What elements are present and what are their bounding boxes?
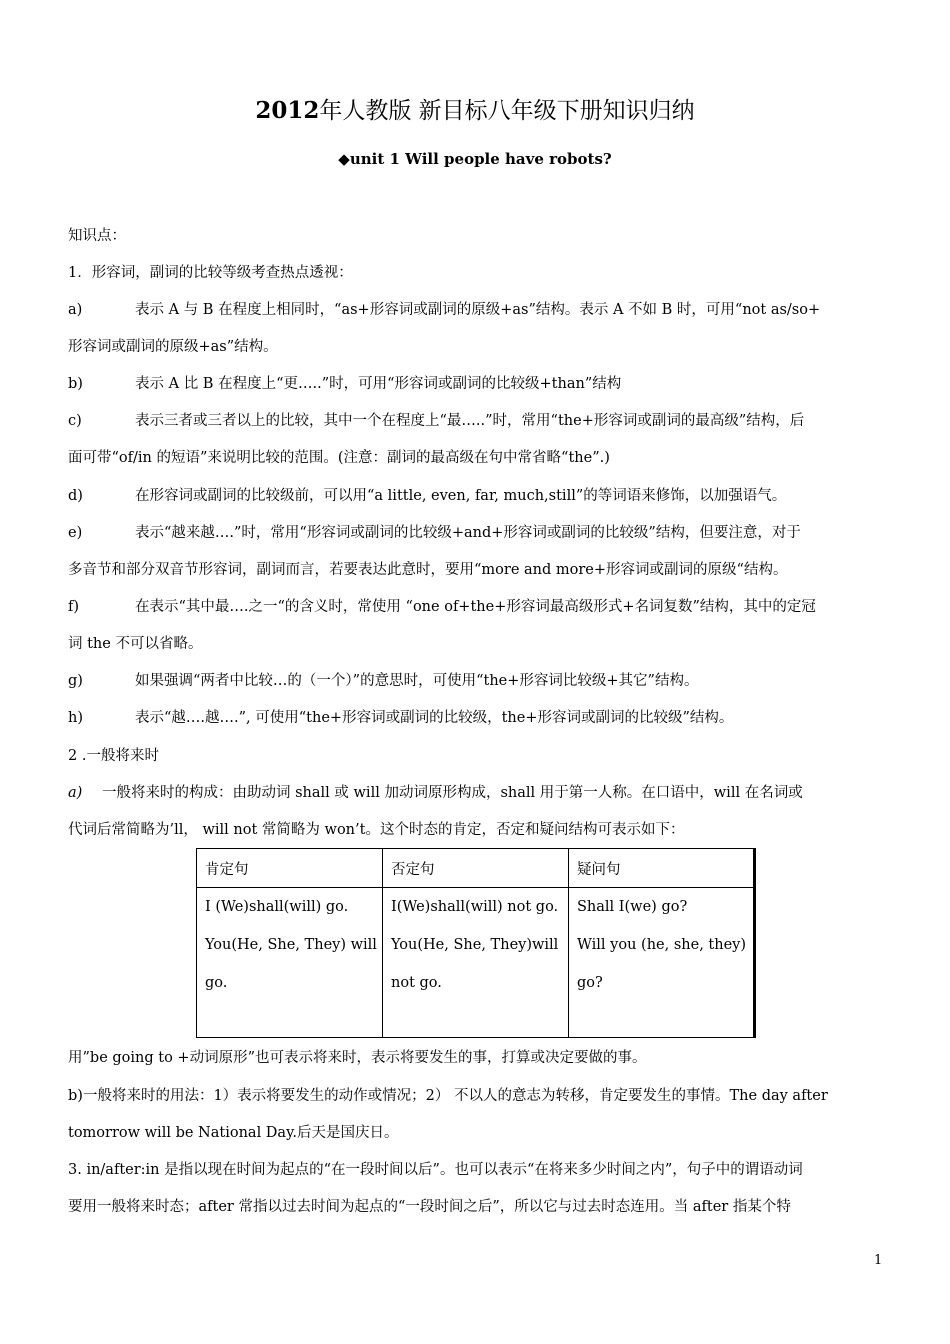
point-a2-label: a) [68, 785, 83, 801]
point-e-line-1 [68, 523, 884, 543]
point-b [68, 374, 884, 394]
unit-subtitle: ◆unit 1 Will people have robots? [338, 150, 612, 168]
point-c-line-2: 面可带“of/in 的短语”来说明比较的范围。(注意：副词的最高级在句中常省略“the”.) [68, 450, 610, 466]
point-a-text: 表示 A 与 B 在程度上相同时，“as+形容词或副词的原级+as”结构。表示 A 不如 B 时，可用“not as/so+ [135, 302, 821, 318]
point-f-line-1 [68, 597, 884, 617]
table-row [197, 888, 755, 1038]
header-affirmative: 肯定句 [197, 849, 383, 888]
point-d [68, 486, 884, 506]
point-g-label: g) [68, 673, 83, 689]
cell-line: Shall I(we) go? [577, 899, 688, 915]
item-1-heading: 1．形容词，副词的比较等级考查热点透视： [68, 265, 353, 281]
point-b-label: b) [68, 376, 83, 392]
point-h-text: 表示“越….越….”, 可使用“the+形容词或副词的比较级，the+形容词或副词的比较级”结构。 [135, 710, 734, 726]
point-d-text: 在形容词或副词的比较级前，可以用“a little, even, far, much,still”的等词语来修饰，以加强语气。 [135, 488, 787, 504]
cell-line: I (We)shall(will) go. [205, 899, 349, 915]
item-3-line-2: 要用一般将来时态；after 常指以过去时间为起点的“一段时间之后”，所以它与过去时态连用。当 after 指某个特 [68, 1199, 791, 1215]
cell-line: go. [205, 975, 228, 991]
negative-cell [383, 888, 569, 1038]
point-c-label: c) [68, 413, 82, 429]
point-a2-text: 一般将来时的构成：由助动词 shall 或 will 加动词原形构成，shall 用于第一人称。在口语中，will 在名词或 [102, 785, 803, 801]
point-e-line-2: 多音节和部分双音节形容词，副词而言，若要表达此意时，要用“more and more+形容词或副词的原级“结构。 [68, 562, 788, 578]
cell-line: I(We)shall(will) not go. [391, 899, 559, 915]
affirmative-cell [197, 888, 383, 1038]
point-c-line-1 [68, 411, 884, 431]
point-e-label: e) [68, 525, 83, 541]
point-a2-line-2: 代词后常简略为’ll， will not 常简略为 won’t。这个时态的肯定，否定和疑问结构可表示如下： [68, 822, 685, 838]
point-a-line-1 [68, 300, 884, 320]
point-h-label: h) [68, 710, 83, 726]
page-number: 1 [874, 1253, 883, 1268]
point-g-text: 如果强调“两者中比较…的（一个）”的意思时，可使用“the+形容词比较级+其它”结构。 [135, 673, 699, 689]
point-a2-line-1 [68, 783, 884, 803]
point-b-text: 表示 A 比 B 在程度上“更…..”时，可用“形容词或副词的比较级+than”结构 [135, 376, 622, 392]
cell-line: You(He, She, They)will [391, 937, 559, 953]
point-b2-line-1: b)一般将来时的用法：1）表示将要发生的动作或情况；2） 不以人的意志为转移，肯定要发生的事情。The day after [68, 1088, 828, 1104]
cell-line: go? [577, 975, 603, 991]
tense-structure-table [196, 848, 756, 1038]
cell-line: You(He, She, They) will [205, 937, 377, 953]
point-f-line-2: 词 the 不可以省略。 [68, 636, 203, 652]
question-cell [569, 888, 755, 1038]
point-f-text: 在表示“其中最….之一“的含义时，常使用 “one of+the+形容词最高级形式+名词复数”结构，其中的定冠 [135, 599, 816, 615]
cell-line: Will you (he, she, they) [577, 937, 747, 953]
table-header-row [197, 849, 755, 888]
point-c-text: 表示三者或三者以上的比较，其中一个在程度上“最…..”时，常用“the+形容词或副词的最高级”结构，后 [135, 413, 805, 429]
title-text: 年人教版 新目标八年级下册知识归纳 [319, 98, 695, 124]
title-year: 2012 [255, 97, 320, 124]
point-g [68, 671, 884, 691]
document-title [0, 92, 950, 125]
knowledge-heading: 知识点： [68, 228, 126, 244]
header-negative: 否定句 [383, 849, 569, 888]
point-f-label: f) [68, 599, 80, 615]
point-e-text: 表示“越来越….”时，常用“形容词或副词的比较级+and+形容词或副词的比较级”结构，但要注意，对于 [135, 525, 801, 541]
point-h [68, 708, 884, 728]
cell-line: not go. [391, 975, 442, 991]
point-a-label: a) [68, 302, 83, 318]
point-a-line-2: 形容词或副词的原级+as”结构。 [68, 339, 278, 355]
be-going-to-note: 用”be going to +动词原形”也可表示将来时，表示将要发生的事，打算或决定要做的事。 [68, 1050, 647, 1066]
item-2-heading: 2 .一般将来时 [68, 748, 159, 764]
point-b2-line-2: tomorrow will be National Day.后天是国庆日。 [68, 1125, 399, 1141]
point-d-label: d) [68, 488, 83, 504]
item-3-line-1: 3. in/after:in 是指以现在时间为起点的“在一段时间以后”。也可以表示“在将来多少时间之内”，句子中的谓语动词 [68, 1162, 803, 1178]
header-question: 疑问句 [569, 849, 755, 888]
